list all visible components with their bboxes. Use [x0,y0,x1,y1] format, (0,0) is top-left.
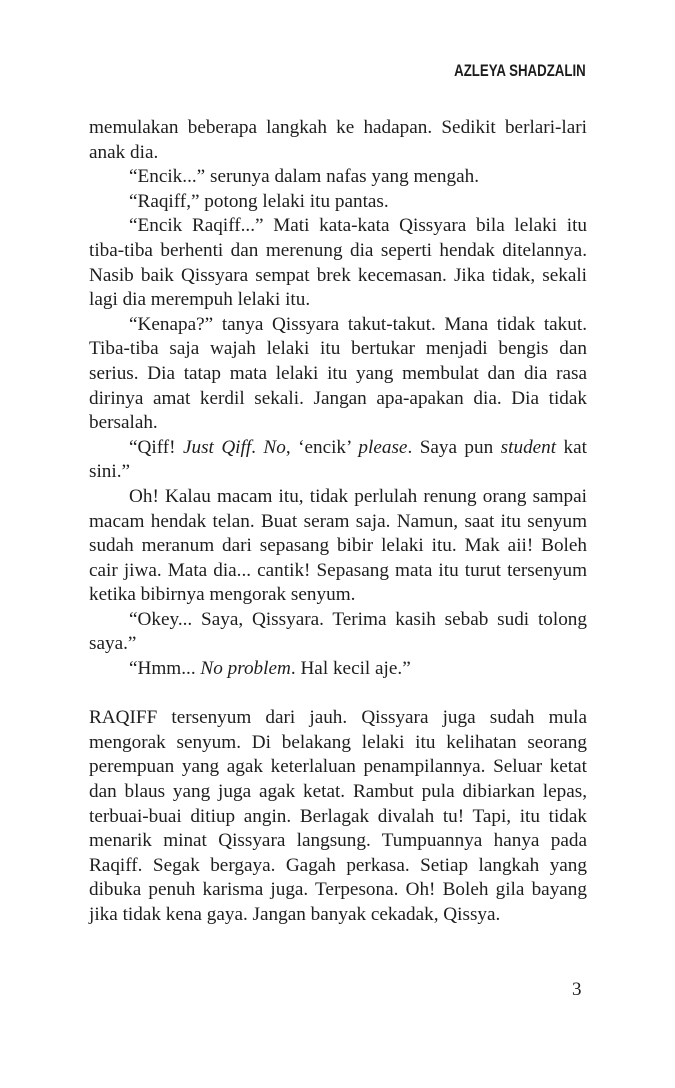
italic-run: Just Qiff [182,436,252,458]
italic-run: student [500,436,557,458]
paragraph: “Raqiff,” potong lelaki itu pantas. [129,190,389,212]
paragraph: “Kenapa?” tanya Qissyara takut-takut. Mana tidak takut. Tiba-tiba saja wajah lelaki itu bertukar menjadi bengis dan serius. Dia tatap mata lelaki itu yang membulat dan dia rasa dirinya amat kerdil sekali. Jangan apa-apakan dia. Dia tidak bersalah. [89,313,587,434]
text-run: , ‘encik’ [285,436,359,458]
paragraph: memulakan beberapa langkah ke hadapan. Sedikit berlari-lari anak dia. [89,117,587,163]
page-number: 3 [572,979,582,1000]
paragraph [89,657,587,682]
italic-run: No problem [200,658,291,680]
paragraph: “Encik...” serunya dalam nafas yang mengah. [129,166,480,188]
text-run: “Qiff! [129,436,183,458]
text-run: . Hal kecil aje.” [290,658,411,680]
text-run: . Saya pun [407,436,501,458]
text-run: kat sini.” [89,436,587,483]
paragraph: “Encik Raqiff...” Mati kata-kata Qissyara bila lelaki itu tiba-tiba berhenti dan merenung dia seperti hendak ditelannya. Nasib baik Qissyara sempat brek kecemasan. Jika tidak, sekali lagi dia merempuh lelaki itu. [89,215,587,311]
paragraph [89,436,587,485]
page-body [89,116,587,928]
running-head-author: AZLEYA SHADZALIN [454,61,586,80]
paragraph: “Okey... Saya, Qissyara. Terima kasih sebab sudi tolong saya.” [89,608,587,655]
section-break [89,682,587,707]
italic-run: please [358,436,408,458]
text-run: . [251,436,264,458]
paragraph: RAQIFF tersenyum dari jauh. Qissyara juga sudah mula mengorak senyum. Di belakang lelaki itu kelihatan seorang perempuan yang agak keterlaluan penampilannya. Seluar ketat dan blaus yang juga agak ketat. Rambut pula dibiarkan lepas, terbuai-buai ditiup angin. Berlagak divalah tu! Tapi, itu tidak menarik minat Qissyara langsung. Tumpuannya hanya pada Raqiff. Segak bergaya. Gagah perkasa. Setiap langkah yang dibuka penuh karisma juga. Terpesona. Oh! Boleh gila bayang jika tidak kena gaya. Jangan banyak cekadak, Qissya. [89,707,587,925]
paragraph: Oh! Kalau macam itu, tidak perlulah renung orang sampai macam hendak telan. Buat seram saja. Namun, saat itu senyum sudah meranum dari sepasang bibir lelaki itu. Mak aii! Boleh cair jiwa. Mata dia... cantik! Sepasang mata itu turut tersenyum ketika bibirnya mengorak senyum. [89,485,587,606]
italic-run: No [263,436,286,458]
text-run: “Hmm... [129,658,201,680]
